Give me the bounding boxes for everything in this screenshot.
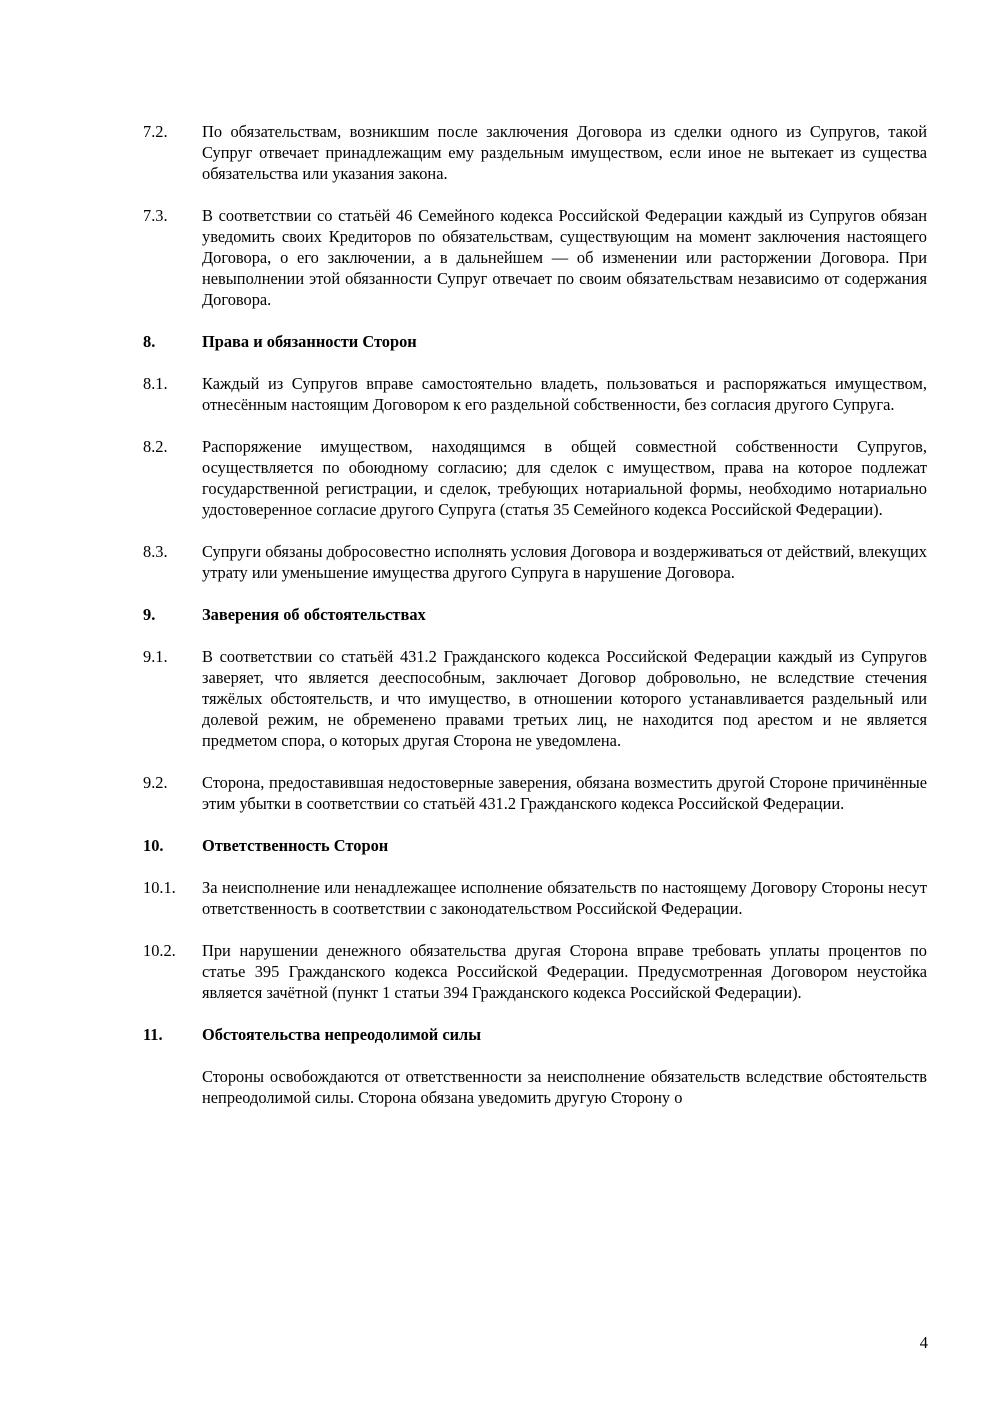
page-number: 4 bbox=[919, 1333, 928, 1352]
clause-10-1 bbox=[143, 877, 927, 919]
clause-text: По обязательствам, возникшим после заключения Договора из сделки одного из Супругов, такой Супруг отвечает принадлежащим ему раздельным имуществом, если иное не вытекает из существа обязательства или указания закона. bbox=[202, 122, 927, 183]
clause-text: Распоряжение имуществом, находящимся в общей совместной собственности Супругов, осуществляется по обоюдному согласию; для сделок с имуществом, права на которое подлежат государственной регистрации, и сделок, требующих нотариальной формы, необходимо нотариально удостоверенное согласие другого Супруга (статья 35 Семейного кодекса Российской Федерации). bbox=[202, 437, 927, 519]
section-heading-10 bbox=[143, 835, 927, 856]
document-body bbox=[143, 121, 927, 1129]
clause-8-2 bbox=[143, 436, 927, 520]
clause-9-1 bbox=[143, 646, 927, 751]
clause-number: 10.1. bbox=[143, 878, 176, 897]
clause-number: 7.2. bbox=[143, 122, 168, 141]
clause-text: Каждый из Супругов вправе самостоятельно владеть, пользоваться и распоряжаться имуществом, отнесённым настоящим Договором к его раздельной собственности, без согласия другого Супруга. bbox=[202, 374, 927, 414]
section-heading-11 bbox=[143, 1024, 927, 1045]
clause-text: Стороны освобождаются от ответственности за неисполнение обязательств вследствие обстоятельств непреодолимой силы. Сторона обязана уведомить другую Сторону о bbox=[202, 1067, 927, 1107]
section-title: Заверения об обстоятельствах bbox=[202, 605, 426, 624]
clause-number: 10.2. bbox=[143, 941, 176, 960]
section-heading-9 bbox=[143, 604, 927, 625]
section-title: Обстоятельства непреодолимой силы bbox=[202, 1025, 482, 1044]
clause-text: В соответствии со статьёй 46 Семейного кодекса Российской Федерации каждый из Супругов обязан уведомить своих Кредиторов по обязательствам, существующим на момент заключения настоящего Договора, о его заключении, а в дальнейшем — об изменении или расторжении Договора. При невыполнении этой обязанности Супруг отвечает по своим обязательствам независимо от содержания Договора. bbox=[202, 206, 927, 309]
clause-number: 9.1. bbox=[143, 647, 168, 666]
clause-number: 8.3. bbox=[143, 542, 168, 561]
section-number: 11. bbox=[143, 1025, 163, 1044]
clause-7-2 bbox=[143, 121, 927, 184]
section-title: Права и обязанности Сторон bbox=[202, 332, 417, 351]
clause-text: Сторона, предоставившая недостоверные заверения, обязана возместить другой Стороне причинённые этим убытки в соответствии со статьёй 431.2 Гражданского кодекса Российской Федерации. bbox=[202, 773, 927, 813]
clause-text: За неисполнение или ненадлежащее исполнение обязательств по настоящему Договору Стороны несут ответственность в соответствии с законодательством Российской Федерации. bbox=[202, 878, 927, 918]
clause-11-paragraph bbox=[143, 1066, 927, 1108]
section-number: 10. bbox=[143, 836, 164, 855]
section-heading-8 bbox=[143, 331, 927, 352]
clause-number: 9.2. bbox=[143, 773, 168, 792]
section-number: 9. bbox=[143, 605, 156, 624]
clause-10-2 bbox=[143, 940, 927, 1003]
clause-text: При нарушении денежного обязательства другая Сторона вправе требовать уплаты процентов по статье 395 Гражданского кодекса Российской Федерации. Предусмотренная Договором неустойка является зачётной (пункт 1 статьи 394 Гражданского кодекса Российской Федерации). bbox=[202, 941, 927, 1002]
clause-text: Супруги обязаны добросовестно исполнять условия Договора и воздерживаться от действий, влекущих утрату или уменьшение имущества другого Супруга в нарушение Договора. bbox=[202, 542, 927, 582]
clause-7-3 bbox=[143, 205, 927, 310]
clause-8-1 bbox=[143, 373, 927, 415]
clause-8-3 bbox=[143, 541, 927, 583]
clause-number: 7.3. bbox=[143, 206, 168, 225]
section-number: 8. bbox=[143, 332, 156, 351]
section-title: Ответственность Сторон bbox=[202, 836, 389, 855]
clause-text: В соответствии со статьёй 431.2 Гражданского кодекса Российской Федерации каждый из Супругов заверяет, что является дееспособным, заключает Договор добровольно, не вследствие стечения тяжёлых обстоятельств, и что имущество, в отношении которого устанавливается раздельный или долевой режим, не обременено правами третьих лиц, не находится под арестом и не является предметом спора, о которых другая Сторона не уведомлена. bbox=[202, 647, 927, 750]
clause-number: 8.1. bbox=[143, 374, 168, 393]
clause-number: 8.2. bbox=[143, 437, 168, 456]
clause-9-2 bbox=[143, 772, 927, 814]
